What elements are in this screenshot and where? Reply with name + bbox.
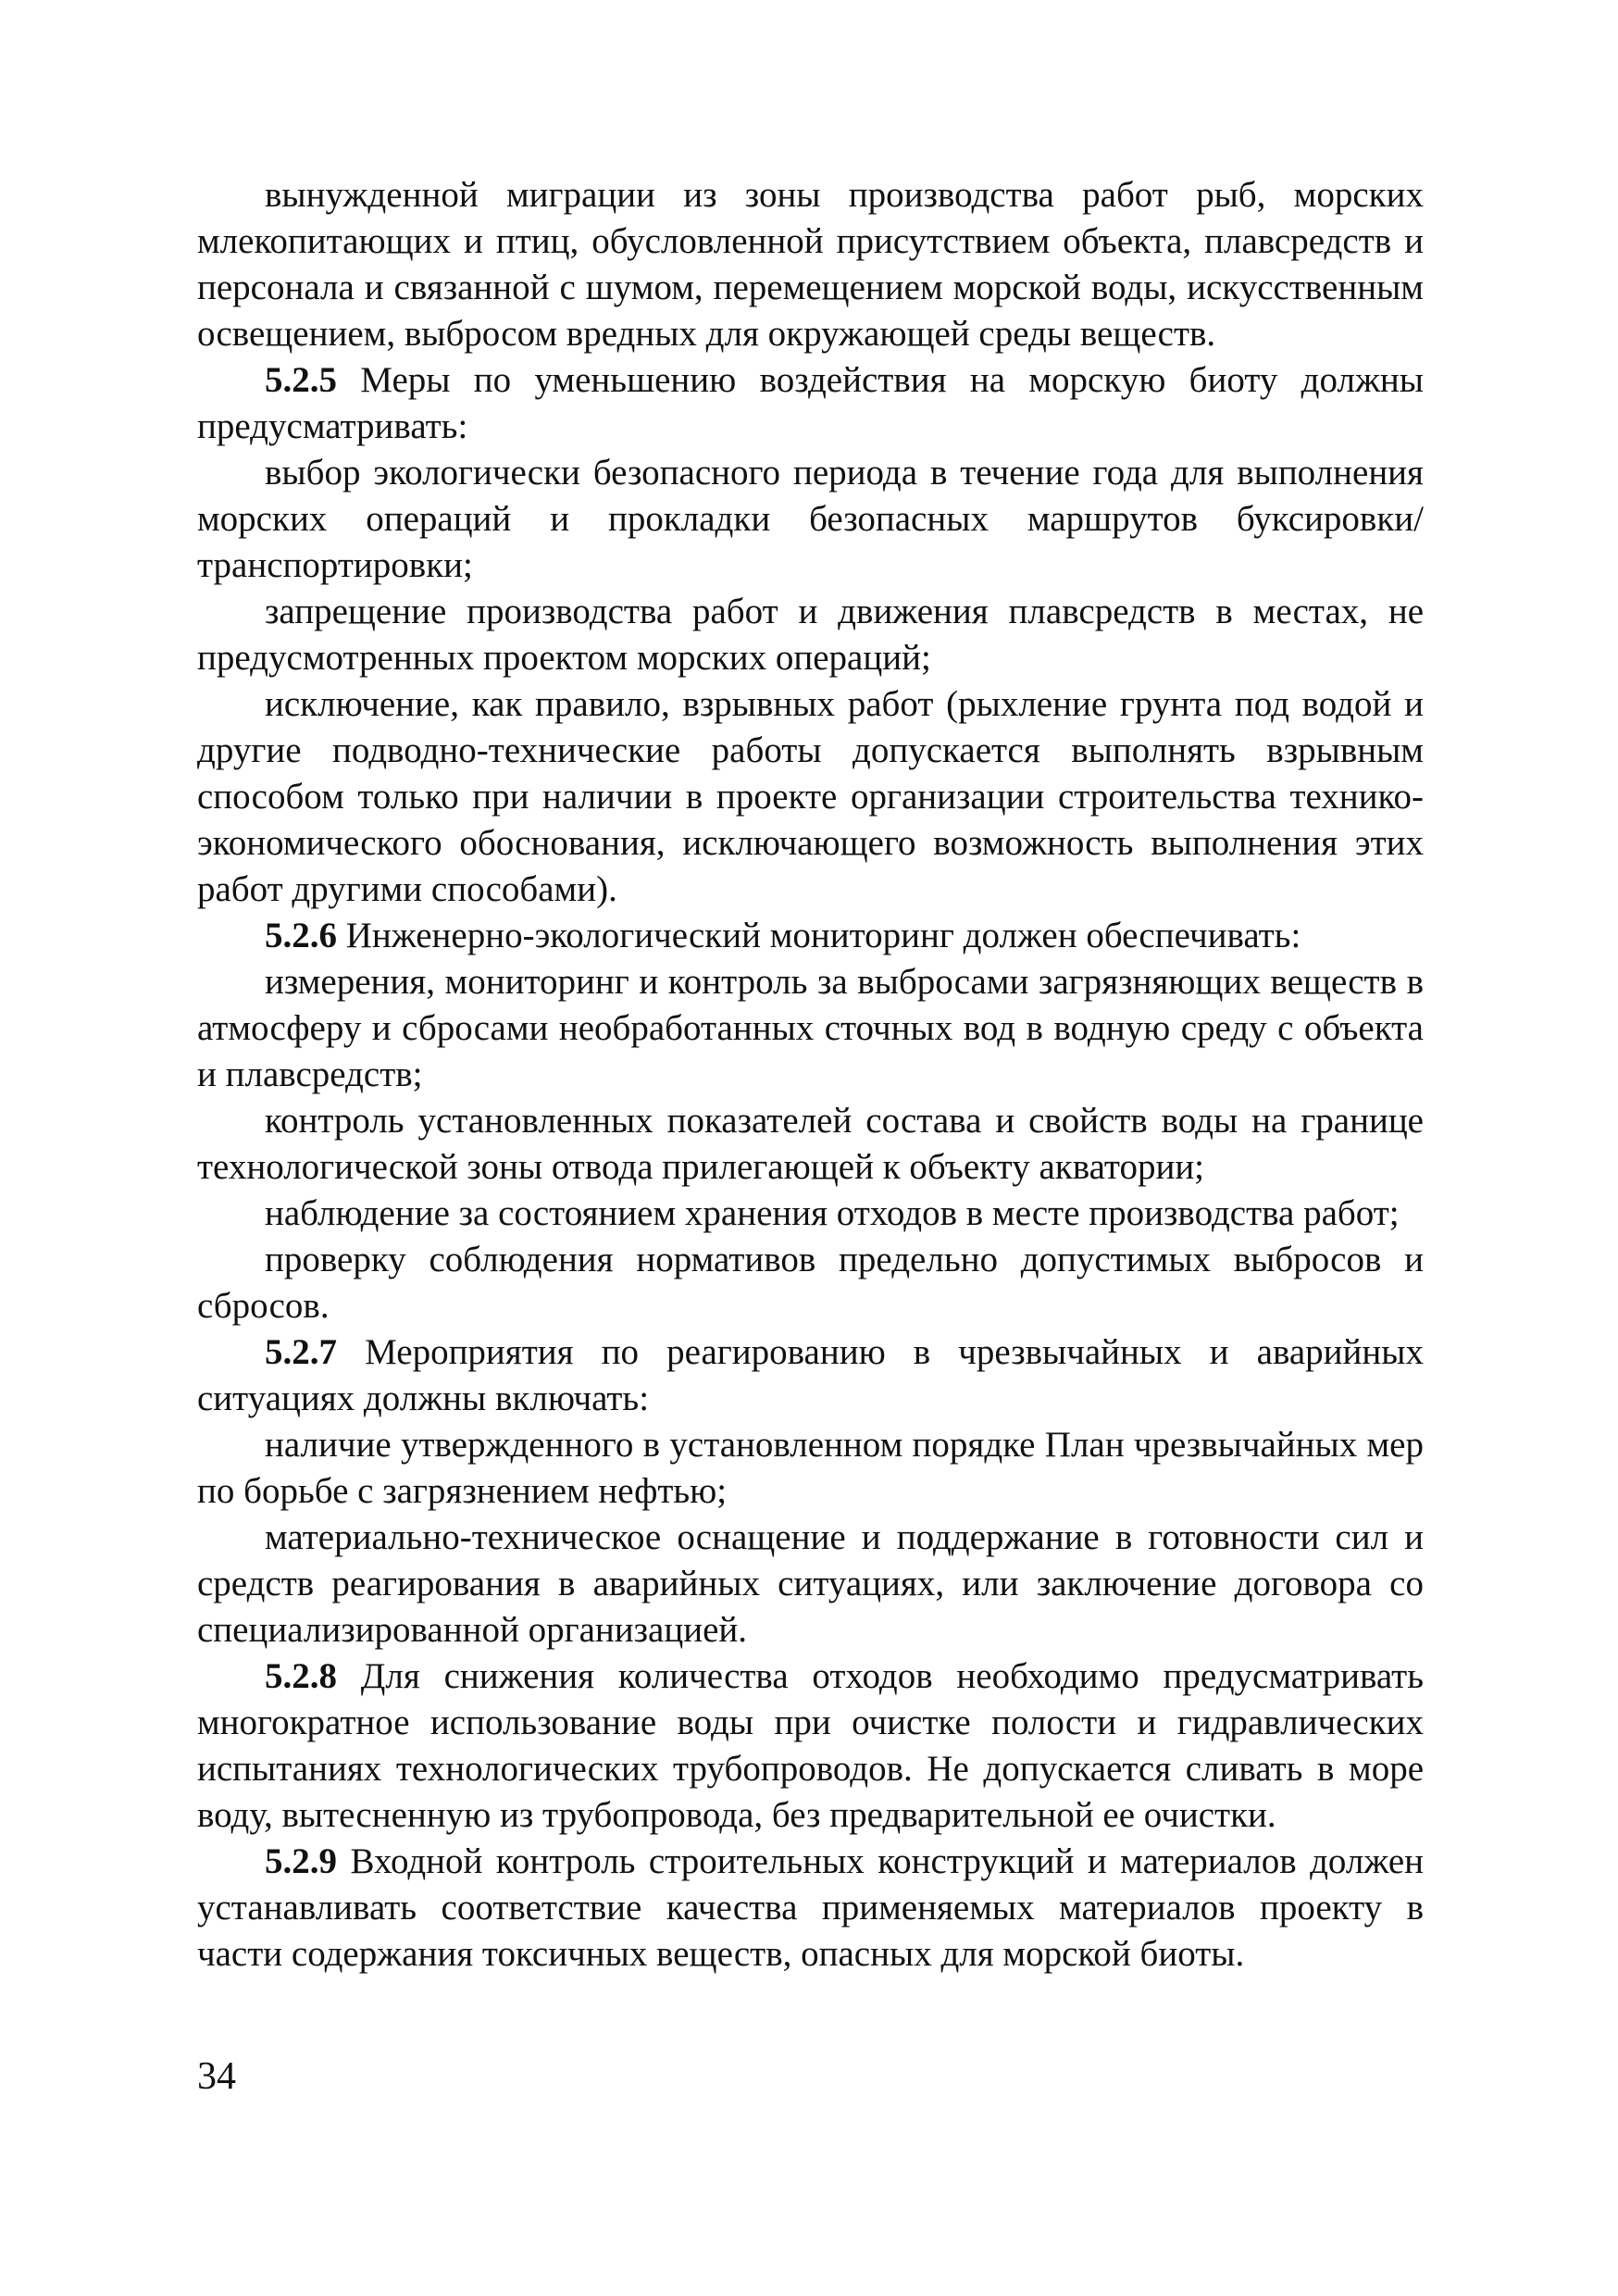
- page-body: [197, 172, 1424, 1978]
- paragraph-text: Мероприятия по реагированию в чрезвычайных и аварийных ситуациях должны включать:: [197, 1332, 1424, 1418]
- paragraph-text: проверку соблюдения нормативов предельно допустимых выбросов и сбросов.: [197, 1240, 1424, 1326]
- list-item: [197, 1515, 1424, 1653]
- paragraph-text: Инженерно-экологический мониторинг должен обеспечивать:: [337, 916, 1301, 955]
- paragraph-text: измерения, мониторинг и контроль за выбросами загрязняющих веществ в атмосферу и сбросами необработанных сточных вод в водную среду с объекта и плавсредств;: [197, 962, 1424, 1094]
- paragraph-continuation: [197, 172, 1424, 357]
- paragraph-text: наличие утвержденного в установленном порядке План чрезвычайных мер по борьбе с загрязнением нефтью;: [197, 1425, 1424, 1511]
- list-item: [197, 959, 1424, 1098]
- paragraph-text: контроль установленных показателей состава и свойств воды на границе технологической зоны отвода прилегающей к объекту акватории;: [197, 1101, 1424, 1187]
- paragraph-text: выбор экологически безопасного периода в течение года для выполнения морских операций и прокладки безопасных маршрутов буксировки/транспортировки;: [197, 453, 1424, 585]
- clause-number: 5.2.6: [265, 916, 337, 955]
- paragraph-text: Меры по уменьшению воздействия на морскую биоту должны предусматривать:: [197, 360, 1424, 446]
- clause-number: 5.2.8: [265, 1656, 337, 1696]
- clause-number: 5.2.9: [265, 1841, 337, 1881]
- paragraph-text: исключение, как правило, взрывных работ (рыхление грунта под водой и другие подводно-технические работы допускается выполнять взрывным способом только при наличии в проекте организации строительства технико-экономического обоснования, исключающего возможность выполнения этих работ другими способами).: [197, 684, 1424, 909]
- clause-number: 5.2.7: [265, 1332, 337, 1372]
- paragraph-5-2-7: [197, 1329, 1424, 1422]
- paragraph-text: наблюдение за состоянием хранения отходов в месте производства работ;: [265, 1193, 1400, 1233]
- list-item: [197, 681, 1424, 913]
- paragraph-text: запрещение производства работ и движения плавсредств в местах, не предусмотренных проектом морских операций;: [197, 592, 1424, 678]
- page-number: 34: [197, 2055, 236, 2098]
- list-item: [197, 1098, 1424, 1191]
- paragraph-text: Входной контроль строительных конструкций и материалов должен устанавливать соответствие качества применяемых материалов проекту в части содержания токсичных веществ, опасных для морской биоты.: [197, 1841, 1424, 1974]
- paragraph-5-2-9: [197, 1839, 1424, 1978]
- paragraph-text: вынужденной миграции из зоны производства работ рыб, морских млекопитающих и птиц, обусловленной присутствием объекта, плавсредств и персонала и связанной с шумом, перемещением морской воды, искусственным освещением, выбросом вредных для окружающей среды веществ.: [197, 175, 1424, 354]
- paragraph-5-2-6: [197, 913, 1424, 959]
- paragraph-text: материально-техническое оснащение и поддержание в готовности сил и средств реагирования в аварийных ситуациях, или заключение договора со специализированной организацией.: [197, 1517, 1424, 1650]
- list-item: [197, 1237, 1424, 1329]
- list-item: [197, 1191, 1424, 1237]
- list-item: [197, 450, 1424, 589]
- paragraph-5-2-5: [197, 357, 1424, 450]
- paragraph-5-2-8: [197, 1653, 1424, 1839]
- paragraph-text: Для снижения количества отходов необходимо предусматривать многократное использование воды при очистке полости и гидравлических испытаниях технологических трубопроводов. Не допускается сливать в море воду, вытесненную из трубопровода, без предварительной ее очистки.: [197, 1656, 1424, 1835]
- list-item: [197, 589, 1424, 681]
- list-item: [197, 1422, 1424, 1515]
- clause-number: 5.2.5: [265, 360, 337, 400]
